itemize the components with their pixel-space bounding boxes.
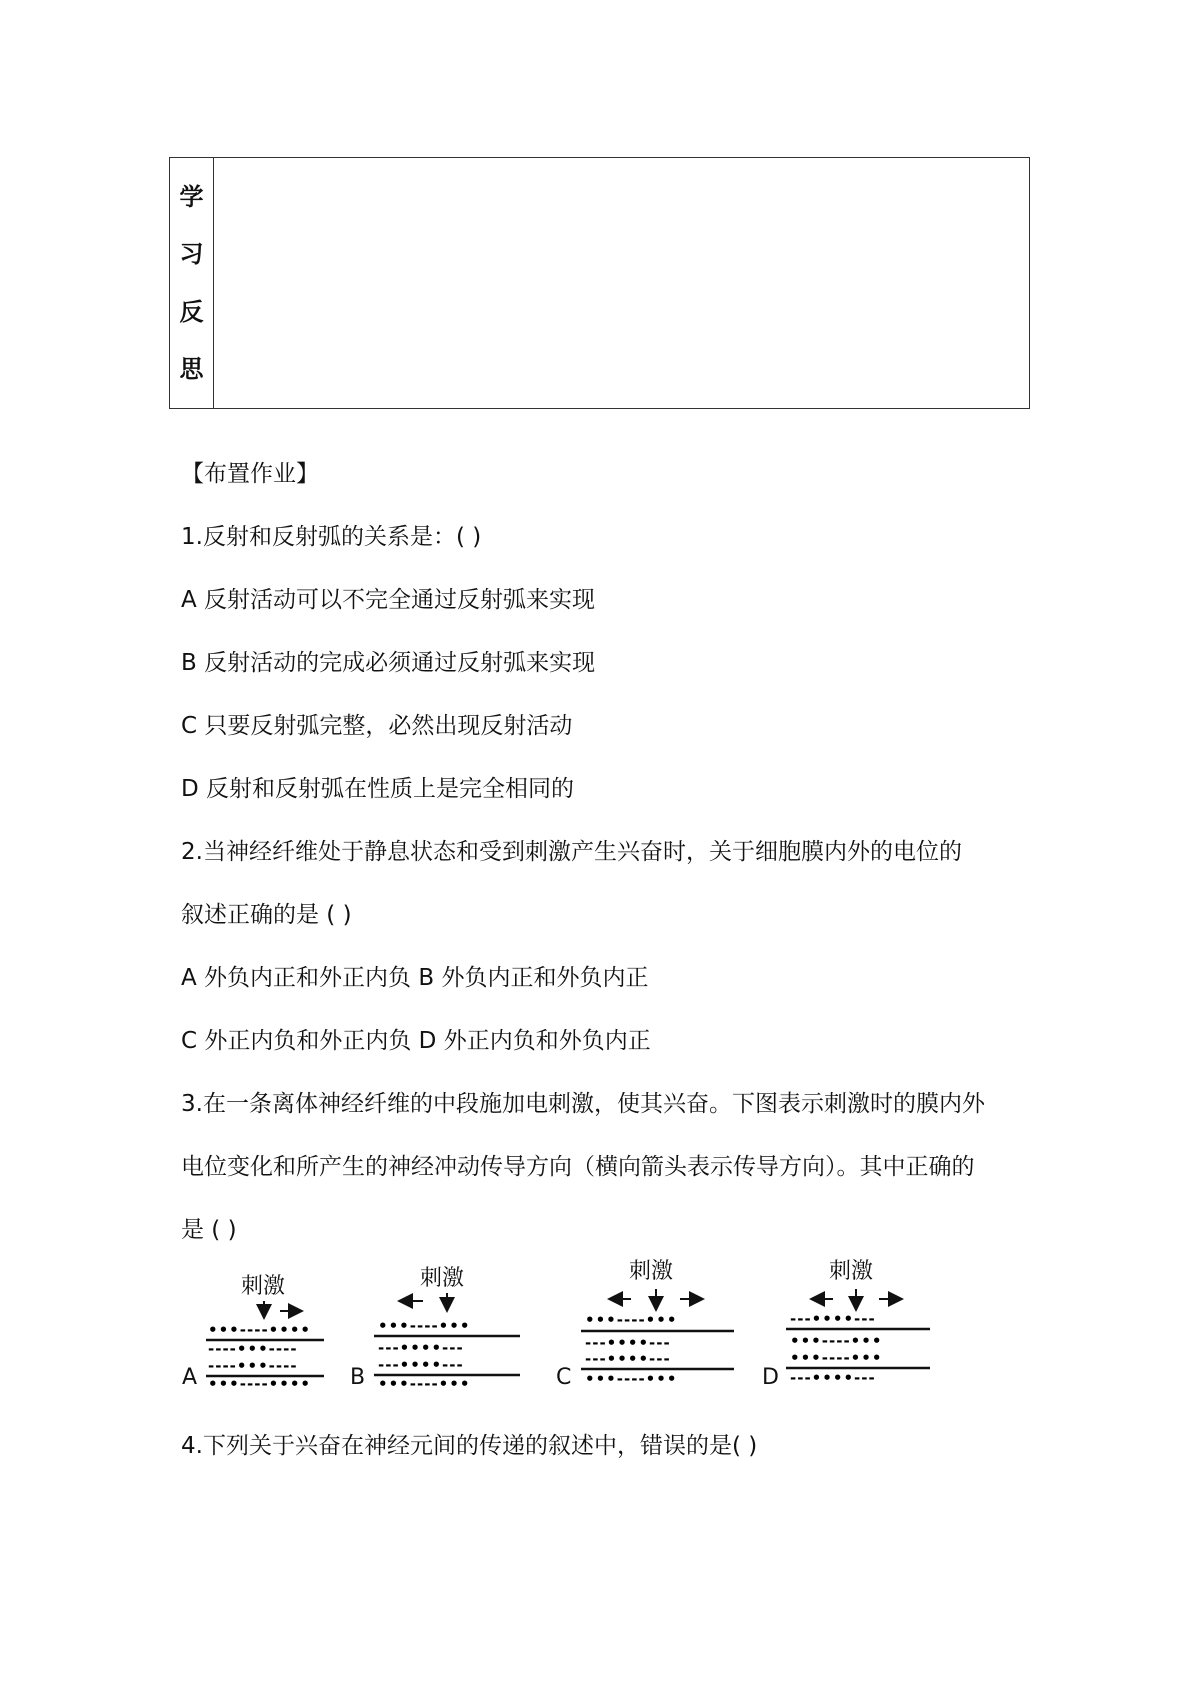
q3-stem-line1: 3.在一条离体神经纤维的中段施加电刺激，使其兴奋。下图表示刺激时的膜内外 [181,1091,985,1117]
svg-text:---••••---: ---••••--- [790,1369,876,1387]
svg-text:•••----•••: •••----••• [790,1332,883,1350]
nerve-fiber-diagram-b [374,1293,520,1393]
reflection-char: 习 [179,240,204,269]
q2-stem-line1: 2.当神经纤维处于静息状态和受到刺激产生兴奋时，关于细胞膜内外的电位的 [181,839,962,865]
stimulus-label-a: 刺激 [241,1274,286,1299]
q1-option-b: B 反射活动的完成必须通过反射弧来实现 [181,650,596,676]
svg-text:----•••----: ----•••---- [208,1357,298,1375]
reflection-char: 学 [179,182,204,211]
q3-stem-line2: 电位变化和所产生的神经冲动传导方向（横向箭头表示传导方向）。其中正确的 [181,1154,975,1180]
nerve-fiber-diagram-d [786,1289,930,1387]
svg-text:•••----•••: •••----••• [585,1370,678,1388]
svg-text:•••----•••: •••----••• [378,1317,471,1335]
q1-stem: 1.反射和反射弧的关系是：( ) [181,524,482,550]
svg-text:---••••---: ---••••--- [585,1334,671,1352]
stimulus-label-c: 刺激 [629,1259,674,1284]
stimulus-label-b: 刺激 [420,1266,465,1291]
stimulus-label-d: 刺激 [829,1259,874,1284]
q2-options-line1: A 外负内正和外正内负 B 外负内正和外负内正 [181,965,649,991]
svg-text:---••••---: ---••••--- [585,1350,671,1368]
q2-stem-line2: 叙述正确的是 ( ) [181,902,352,928]
q1-option-d: D 反射和反射弧在性质上是完全相同的 [181,776,575,802]
nerve-fiber-diagram-c [581,1289,734,1388]
nerve-fiber-diagram-a [206,1301,324,1393]
homework-heading: 【布置作业】 [181,461,319,487]
reflection-char: 反 [179,297,204,326]
figure-option-a-letter: A [182,1365,198,1390]
svg-text:•••----••••: •••----•••• [208,1321,312,1339]
svg-text:•••----••••: •••----•••• [208,1375,312,1393]
svg-text:•••----•••: •••----••• [585,1311,678,1329]
q2-options-line2: C 外正内负和外正内负 D 外正内负和外负内正 [181,1028,651,1054]
q1-option-c: C 只要反射弧完整，必然出现反射活动 [181,713,573,739]
q1-option-a: A 反射活动可以不完全通过反射弧来实现 [181,587,596,613]
figure-option-b-letter: B [350,1365,366,1390]
svg-text:---••••---: ---••••--- [378,1339,464,1357]
q4-stem: 4.下列关于兴奋在神经元间的传递的叙述中，错误的是( ) [181,1433,758,1459]
reflection-char: 思 [179,355,204,384]
svg-text:•••----•••: •••----••• [378,1375,471,1393]
svg-text:---••••---: ---••••--- [790,1310,876,1328]
figure-option-d-letter: D [762,1365,779,1390]
figure-option-c-letter: C [556,1365,572,1390]
svg-text:----•••----: ----•••---- [208,1340,298,1358]
q3-stem-line3: 是 ( ) [181,1217,237,1243]
svg-text:•••----•••: •••----••• [790,1349,883,1367]
svg-text:---••••---: ---••••--- [378,1356,464,1374]
